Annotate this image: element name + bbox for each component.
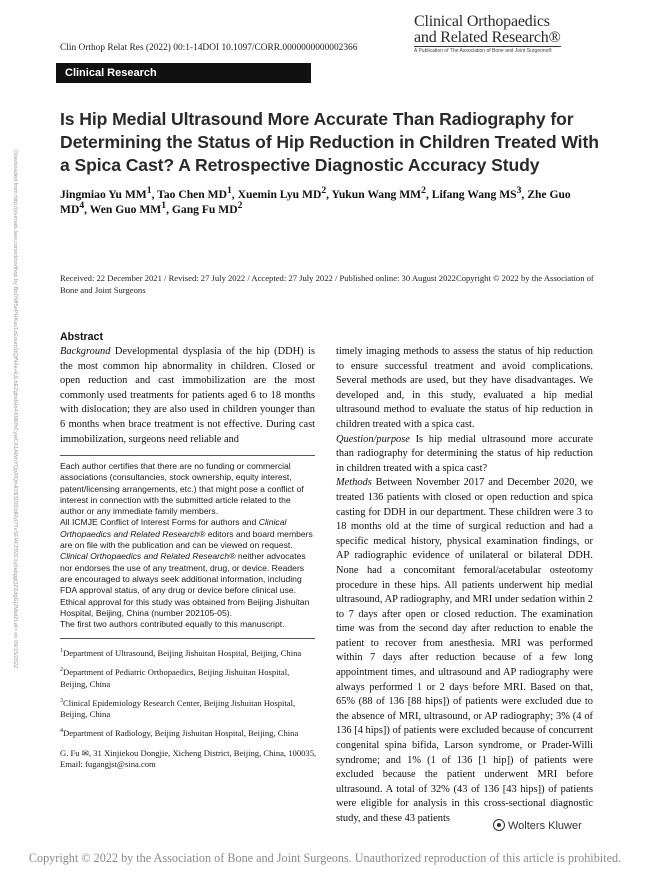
author-list: Jingmiao Yu $MM^1$, Tao Chen $MD^1$, Xuemin Lyu $MD^2$, Yukun Wang $MM^2$, Lifang Wang $MS^3$, Zhe Guo $MD^4$, Wen Guo $MM^1$, Gang Fu $MD^2$ <box>60 185 571 216</box>
download-watermark <box>8 150 20 710</box>
copyright-footer: Copyright © 2022 by the Association of Bone and Joint Surgeons. Unauthorized reproduction of this article is prohibited. <box>28 851 622 865</box>
author[interactable]: Yukun Wang $MM^2$ <box>331 185 426 201</box>
author[interactable]: Zhe Guo $MD^4$ <box>60 188 571 216</box>
background-label: Background <box>60 346 111 357</box>
author[interactable]: Jingmiao Yu $MM^1$ <box>60 185 152 201</box>
affiliation: $^2$Department of Pediatric Orthopaedics, Beijing Jishuitan Hospital, Beijing, China <box>60 667 290 689</box>
publisher-logo <box>493 819 582 832</box>
publisher-name: Wolters Kluwer <box>508 820 582 832</box>
divider <box>60 638 315 639</box>
author[interactable]: Lifang Wang $MS^3$ <box>431 185 522 201</box>
citation-line: Clin Orthop Relat Res (2022) 00:1-14DOI 10.1097/CORR.0000000000002366 <box>60 43 358 53</box>
question-label: Question/purpose <box>336 433 410 445</box>
affiliation: $^3$Clinical Epidemiology Research Center, Beijing Jishuitan Hospital, Beijing, China <box>60 697 296 720</box>
disclosure-icmje: All ICMJE Conflict of Interest Forms for authors and Clinical Orthopaedics and Related Research® editors and board members are on file with the publication and can be viewed on request. <box>60 517 313 551</box>
wolters-kluwer-icon <box>493 819 505 831</box>
disclosure-block <box>60 461 315 630</box>
disclosure-endorsement: Clinical Orthopaedics and Related Research® neither advocates nor endorses the use of any treatment, drug, or device. Readers are encouraged to always seek additional information, including FDA approval status, of any drug or device before clinical use. <box>60 551 306 596</box>
author[interactable]: Xuemin Lyu $MD^2$ <box>237 185 327 201</box>
journal-brand <box>414 14 594 56</box>
received-dates: Received: 22 December 2021 / Revised: 27 July 2022 / Accepted: 27 July 2022 / Published online: 30 August 2022Copyright © 2022 by the Association of Bone and Joint Surgeons <box>60 273 594 295</box>
correspondence[interactable]: G. Fu ✉, 31 Xinjiekou Dongjie, Xicheng District, Beijing, China, 100035, Email: fugangjst@sina.com <box>60 747 317 770</box>
disclosure-funding: Each author certifies that there are no funding or commercial associations (consultancies, stock ownership, equity interest, patent/licensing arrangements, etc.) that might pose a conflict of interest in connection with the submitted article related to the author or any immediate family members. <box>60 461 304 517</box>
journal-name-line2: and Related Research® <box>414 29 561 46</box>
affiliation: $^4$Department of Radiology, Beijing Jishuitan Hospital, Beijing, China <box>60 728 299 739</box>
journal-publisher-note: A Publication of The Association of Bone and Joint Surgeons® <box>414 48 552 54</box>
divider <box>60 455 315 456</box>
affiliation: $^1$Department of Ultrasound, Beijing Jishuitan Hospital, Beijing, China <box>60 648 302 658</box>
disclosure-contribution: The first two authors contributed equally to this manuscript. <box>60 619 285 630</box>
background-continued: timely imaging methods to assess the status of hip reduction to ensure successful treatment and avoid complications. Several methods are used, but they have disadvantages. We developed and, in this study, evaluated a hip medial ultrasound method to evaluate the status of hip reduction in children treated with a spica cast. <box>336 346 593 430</box>
background-text: Developmental dysplasia of the hip (DDH) is the most common hip abnormality in children. Closed or open reduction and cast immobilization are the most commonly used treatments for patients aged 6 to 18 months with dislocation; they are also used in children younger than 6 months when brace treatment is not effective. During cast immobilization, surgeons need reliable and <box>60 346 315 445</box>
author[interactable]: Wen Guo $MM^1$ <box>89 199 167 216</box>
affiliations <box>60 648 318 778</box>
article-title: Is Hip Medial Ultrasound More Accurate Than Radiography for Determining the Status of Hip Reduction in Children Treated With a Spica Cast? A Retrospective Diagnostic Accuracy Study <box>60 109 599 175</box>
section-label: Clinical Research <box>56 63 311 83</box>
journal-name-line1: Clinical Orthopaedics <box>414 13 550 30</box>
methods-text: Between November 2017 and December 2020, we treated 136 patients with closed or open reduction and spica casting for DDH in our department. These children were 3 to 18 months old at the time of surgical reduction and had a specific medical history, physical examination findings, or AP radiographic evidence of unilateral or bilateral DDH. None had a concomitant femoral/acetabular osteotomy procedure in these hips. All patients underwent hip medial ultrasound, AP radiography, and MRI under sedation within 2 to 7 days after open or closed reduction. The examination time was from the second day after reduction to enable the patient to recover from anesthesia. MRI was performed within 7 days after reduction because of a few long appointment times, and ultrasound and AP radiography were always performed 1 or 2 days before MRI. Based on that, 65% (88 of 136 [88 hips]) of patients were excluded due to the absence of MRI, ultrasound, or AP radiography; 3% (4 of 136 [4 hips]) of patients were excluded because of concurrent congenital spina bifida, Larson syndrome, or Prader-Willi syndrome; and 1% (1 of 136 [1 hip]) of patients were excluded because the patient underwent MRI before ultrasound. A total of 32% (43 of 136 [43 hips]) of patients were eligible for analysis in this cross-sectional diagnostic study, and these 43 patients <box>336 477 593 824</box>
disclosure-ethics: Ethical approval for this study was obtained from Beijing Jishuitan Hospital, Beijing, China (number 202105-05). <box>60 596 310 618</box>
author[interactable]: Gang Fu $MD^2$ <box>171 199 243 216</box>
question-text: Is hip medial ultrasound more accurate than radiography for determining the status of hip reduction in children treated with a spica cast? <box>336 433 593 474</box>
author[interactable]: Tao Chen $MD^1$ <box>157 185 232 201</box>
abstract-heading: Abstract <box>60 331 103 343</box>
methods-label: Methods <box>336 477 372 489</box>
download-watermark-text: Downloaded from http://journals.lww.com/clinorthop by BhDMf5ePHKav1zEoum1tQfN4a+kJLhEZgbsIHo4XMi0hCywCX1AWnYQp/IlQrHD3i3D0OdRyi7TvSFl4Cf3VC1y0abggQZXdgGj2MwlZLeI= on 09/15/2022 <box>12 150 18 669</box>
abstract-background <box>60 345 315 447</box>
abstract-right-column <box>336 345 593 827</box>
